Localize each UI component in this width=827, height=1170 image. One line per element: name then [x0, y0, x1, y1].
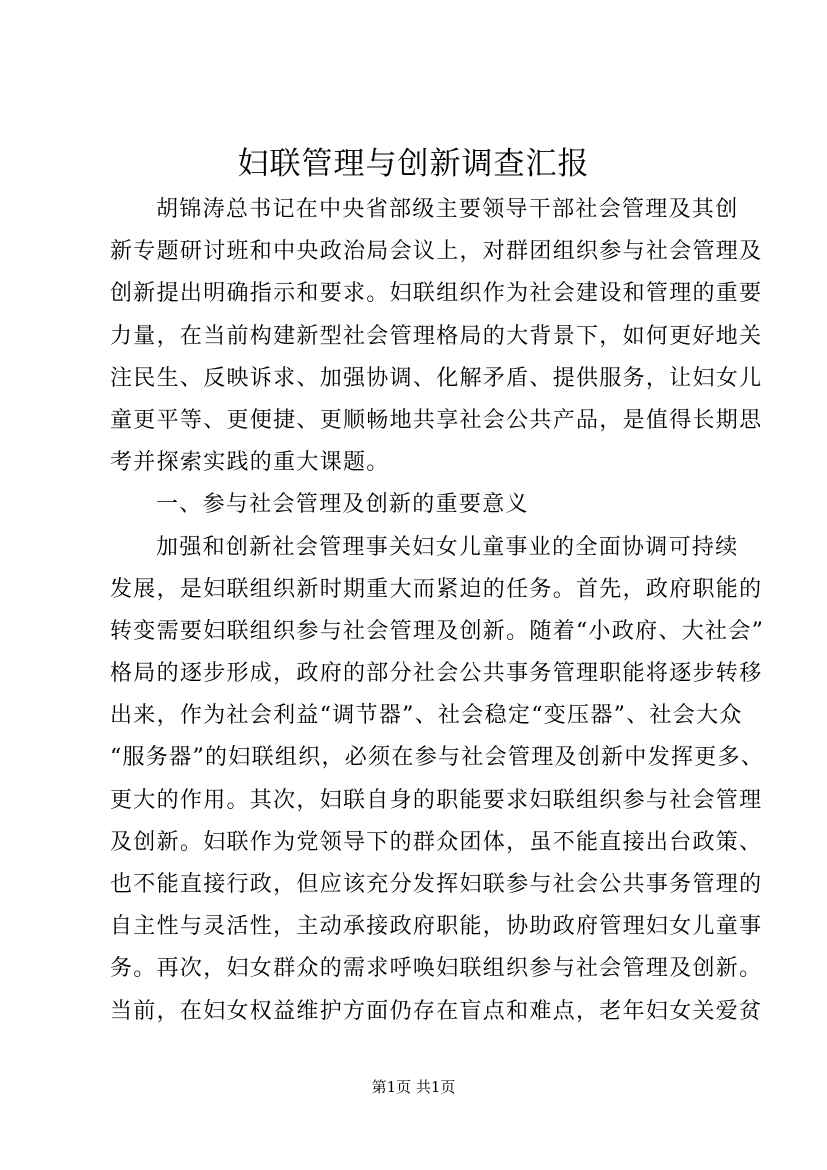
- body-line: 出来，作为社会利益“调节器”、社会稳定“变压器”、社会大众: [110, 703, 743, 729]
- body-line: 胡锦涛总书记在中央省部级主要领导干部社会管理及其创: [156, 197, 739, 222]
- body-line: 及创新。妇联作为党领导下的群众团体，虽不能直接出台政策、: [110, 829, 763, 855]
- body-line: 当前，在妇女权益维护方面仍存在盲点和难点，老年妇女关爱贫: [110, 998, 763, 1024]
- body-line: 注民生、反映诉求、加强协调、化解矛盾、提供服务，让妇女儿: [110, 365, 763, 391]
- document-body: [110, 189, 765, 1033]
- body-line: 童更平等、更便捷、更顺畅地共享社会公共产品，是值得长期思: [110, 407, 763, 433]
- body-line: 考并探索实践的重大课题。: [110, 450, 390, 476]
- body-line: 转变需要妇联组织参与社会管理及创新。随着“小政府、大社会”: [110, 618, 765, 644]
- body-line: 发展，是妇联组织新时期重大而紧迫的任务。首先，政府职能的: [110, 576, 763, 602]
- section-heading: 一、参与社会管理及创新的重要意义: [156, 492, 529, 518]
- body-line: 格局的逐步形成，政府的部分社会公共事务管理职能将逐步转移: [110, 661, 763, 687]
- body-line: 创新提出明确指示和要求。妇联组织作为社会建设和管理的重要: [110, 281, 763, 307]
- body-line: 更大的作用。其次，妇联自身的职能要求妇联组织参与社会管理: [110, 787, 763, 813]
- body-line: “服务器”的妇联组织，必须在参与社会管理及创新中发挥更多、: [110, 745, 765, 771]
- body-line: 也不能直接行政，但应该充分发挥妇联参与社会公共事务管理的: [110, 872, 763, 897]
- body-line: 务。再次，妇女群众的需求呼唤妇联组织参与社会管理及创新。: [110, 956, 763, 982]
- body-line: 加强和创新社会管理事关妇女儿童事业的全面协调可持续: [156, 534, 739, 560]
- body-line: 力量，在当前构建新型社会管理格局的大背景下，如何更好地关: [110, 323, 763, 349]
- page-number-footer: 第1页 共1页: [371, 1078, 456, 1096]
- body-line: 自主性与灵活性，主动承接政府职能，协助政府管理妇女儿童事: [110, 914, 763, 940]
- document-title: 妇联管理与创新调查汇报: [237, 146, 590, 182]
- body-line: 新专题研讨班和中央政治局会议上，对群团组织参与社会管理及: [110, 239, 763, 265]
